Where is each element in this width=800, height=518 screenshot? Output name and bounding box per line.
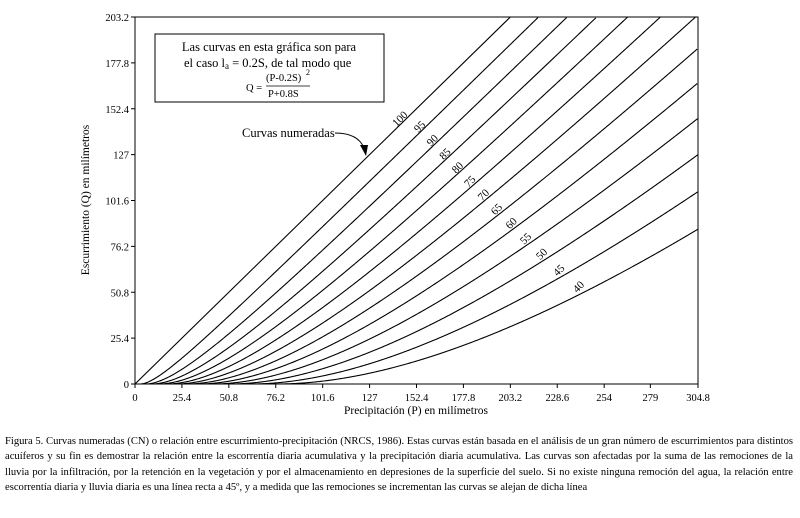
x-tick-label: 101.6 <box>310 393 335 404</box>
y-axis-label: Escurrimiento (Q) en milímetros <box>80 124 92 276</box>
formula-box <box>155 34 384 102</box>
curve-label-100: 100 <box>390 109 411 130</box>
curve-label-90: 90 <box>424 132 441 149</box>
x-tick-label: 203.2 <box>498 393 523 404</box>
curve-cn-45 <box>250 192 698 384</box>
y-tick-label: 152.4 <box>105 104 129 116</box>
formula-denominator: P+0.8S <box>268 89 299 100</box>
formula-exponent: 2 <box>306 68 310 77</box>
curve-label-65: 65 <box>488 201 505 218</box>
y-tick-label: 76.2 <box>110 242 129 254</box>
curve-cn-40 <box>276 229 698 384</box>
curve-label-45: 45 <box>551 262 568 279</box>
curves-annotation: Curvas numeradas <box>242 126 335 140</box>
x-tick-label: 304.8 <box>686 393 710 404</box>
curve-label-55: 55 <box>517 230 535 248</box>
y-axis-ticks <box>105 13 135 391</box>
formula-numerator: (P-0.2S) <box>266 73 302 84</box>
curve-label-85: 85 <box>437 146 454 163</box>
y-tick-label: 50.8 <box>110 288 129 300</box>
curve-label-70: 70 <box>475 187 492 204</box>
formula-box-line1: Las curvas en esta gráfica son para <box>181 40 357 54</box>
x-tick-label: 228.6 <box>545 393 570 404</box>
formula-box-line2-b: = 0.2S, de tal modo que <box>228 56 352 70</box>
formula-box-line2 <box>184 56 352 71</box>
y-tick-label: 25.4 <box>110 334 129 346</box>
x-tick-label: 279 <box>642 393 659 404</box>
y-tick-label: 177.8 <box>105 58 129 70</box>
y-tick-label: 203.2 <box>105 13 129 24</box>
curve-label-75: 75 <box>462 173 479 190</box>
x-tick-label: 25.4 <box>172 393 192 404</box>
y-tick-label: 0 <box>123 380 129 391</box>
formula-box-line2-a: el caso l <box>184 56 225 70</box>
annotation-arrow <box>335 133 364 148</box>
curve-label-95: 95 <box>411 118 429 136</box>
formula-lhs: Q = <box>246 83 263 94</box>
x-tick-label: 50.8 <box>219 393 239 404</box>
x-tick-label: 127 <box>361 393 378 404</box>
x-axis-ticks <box>132 384 709 404</box>
y-tick-label: 101.6 <box>105 196 129 208</box>
x-axis-label: Precipitación (P) en milímetros <box>343 405 489 417</box>
curve-label-80: 80 <box>449 159 466 177</box>
annotation-arrowhead <box>360 145 368 156</box>
x-tick-label: 254 <box>596 393 613 404</box>
curve-label-50: 50 <box>533 246 551 263</box>
formula-box-line2-sub: a <box>224 61 229 71</box>
figure-caption: Figura 5. Curvas numeradas (CN) o relación entre escurrimiento-precipitación (NRCS, 1986). Estas curvas están basada en el análisis de un gran número de escurrimientos para distintos acuíferos y su fin es demostrar la relación entre la escorrentía diaria acumulativa y la precipitación diaria acumulativa. Las curvas son afectadas por la suma de las remociones de la lluvia por la infiltración, por la retención en la vegetación y por el almacenamiento en depresiones de la superficie del suelo. Si no existe ninguna remoción del agua, la relación entre escorrentía diaria y lluvia diaria es una línea recta a 45º, y a medida que las remociones se incrementan las curvas se alejan de dicha línea <box>5 436 793 494</box>
y-tick-label: 127 <box>113 150 129 162</box>
x-tick-label: 0 <box>132 393 138 404</box>
curve-label-60: 60 <box>503 215 520 232</box>
curve-label-40: 40 <box>570 279 587 296</box>
x-tick-label: 177.8 <box>451 393 476 404</box>
curve-cn-55 <box>212 119 698 384</box>
x-tick-label: 76.2 <box>266 393 285 404</box>
curve-labels <box>390 109 587 296</box>
x-tick-label: 152.4 <box>404 393 429 404</box>
